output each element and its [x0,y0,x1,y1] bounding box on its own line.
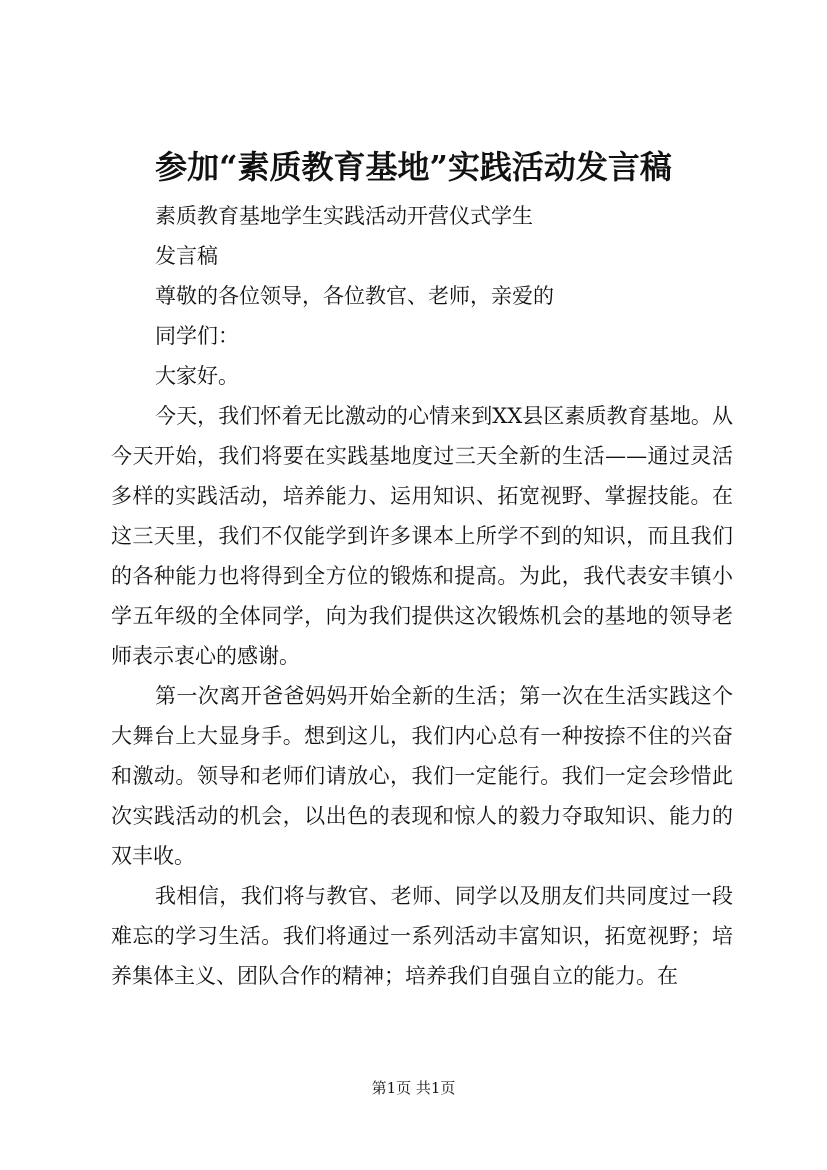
page-footer: 第1页 共1页 [371,1079,456,1097]
hello-line: 大家好。 [155,364,239,388]
greeting-line-2: 同学们： [155,324,239,348]
subtitle-line-1: 素质教育基地学生实践活动开营仪式学生 [155,204,533,228]
greeting-line-1: 尊敬的各位领导，各位教官、老师，亲爱的 [155,284,554,308]
paragraph-2: 第一次离开爸爸妈妈开始全新的生活；第一次在生活实践这个大舞台上大显身手。想到这儿，我们内心总有一种按捺不住的兴奋和激动。领导和老师们请放心，我们一定能行。我们一定会珍惜此次实践活动的机会，以出色的表现和惊人的毅力夺取知识、能力的双丰收。 [111,684,733,868]
paragraph-1: 今天，我们怀着无比激动的心情来到XX县区素质教育基地。从今天开始，我们将要在实践基地度过三天全新的生活——通过灵活多样的实践活动，培养能力、运用知识、拓宽视野、掌握技能。在这三天里，我们不仅能学到许多课本上所学不到的知识，而且我们的各种能力也将得到全方位的锻炼和提高。为此，我代表安丰镇小学五年级的全体同学，向为我们提供这次锻炼机会的基地的领导老师表示衷心的感谢。 [111,404,733,668]
subtitle-line-2: 发言稿 [155,244,218,268]
document-body [111,196,733,996]
document-title: 参加“素质教育基地”实践活动发言稿 [155,148,672,186]
paragraph-3: 我相信，我们将与教官、老师、同学以及朋友们共同度过一段难忘的学习生活。我们将通过一系列活动丰富知识，拓宽视野；培养集体主义、团队合作的精神；培养我们自强自立的能力。在 [111,884,733,988]
